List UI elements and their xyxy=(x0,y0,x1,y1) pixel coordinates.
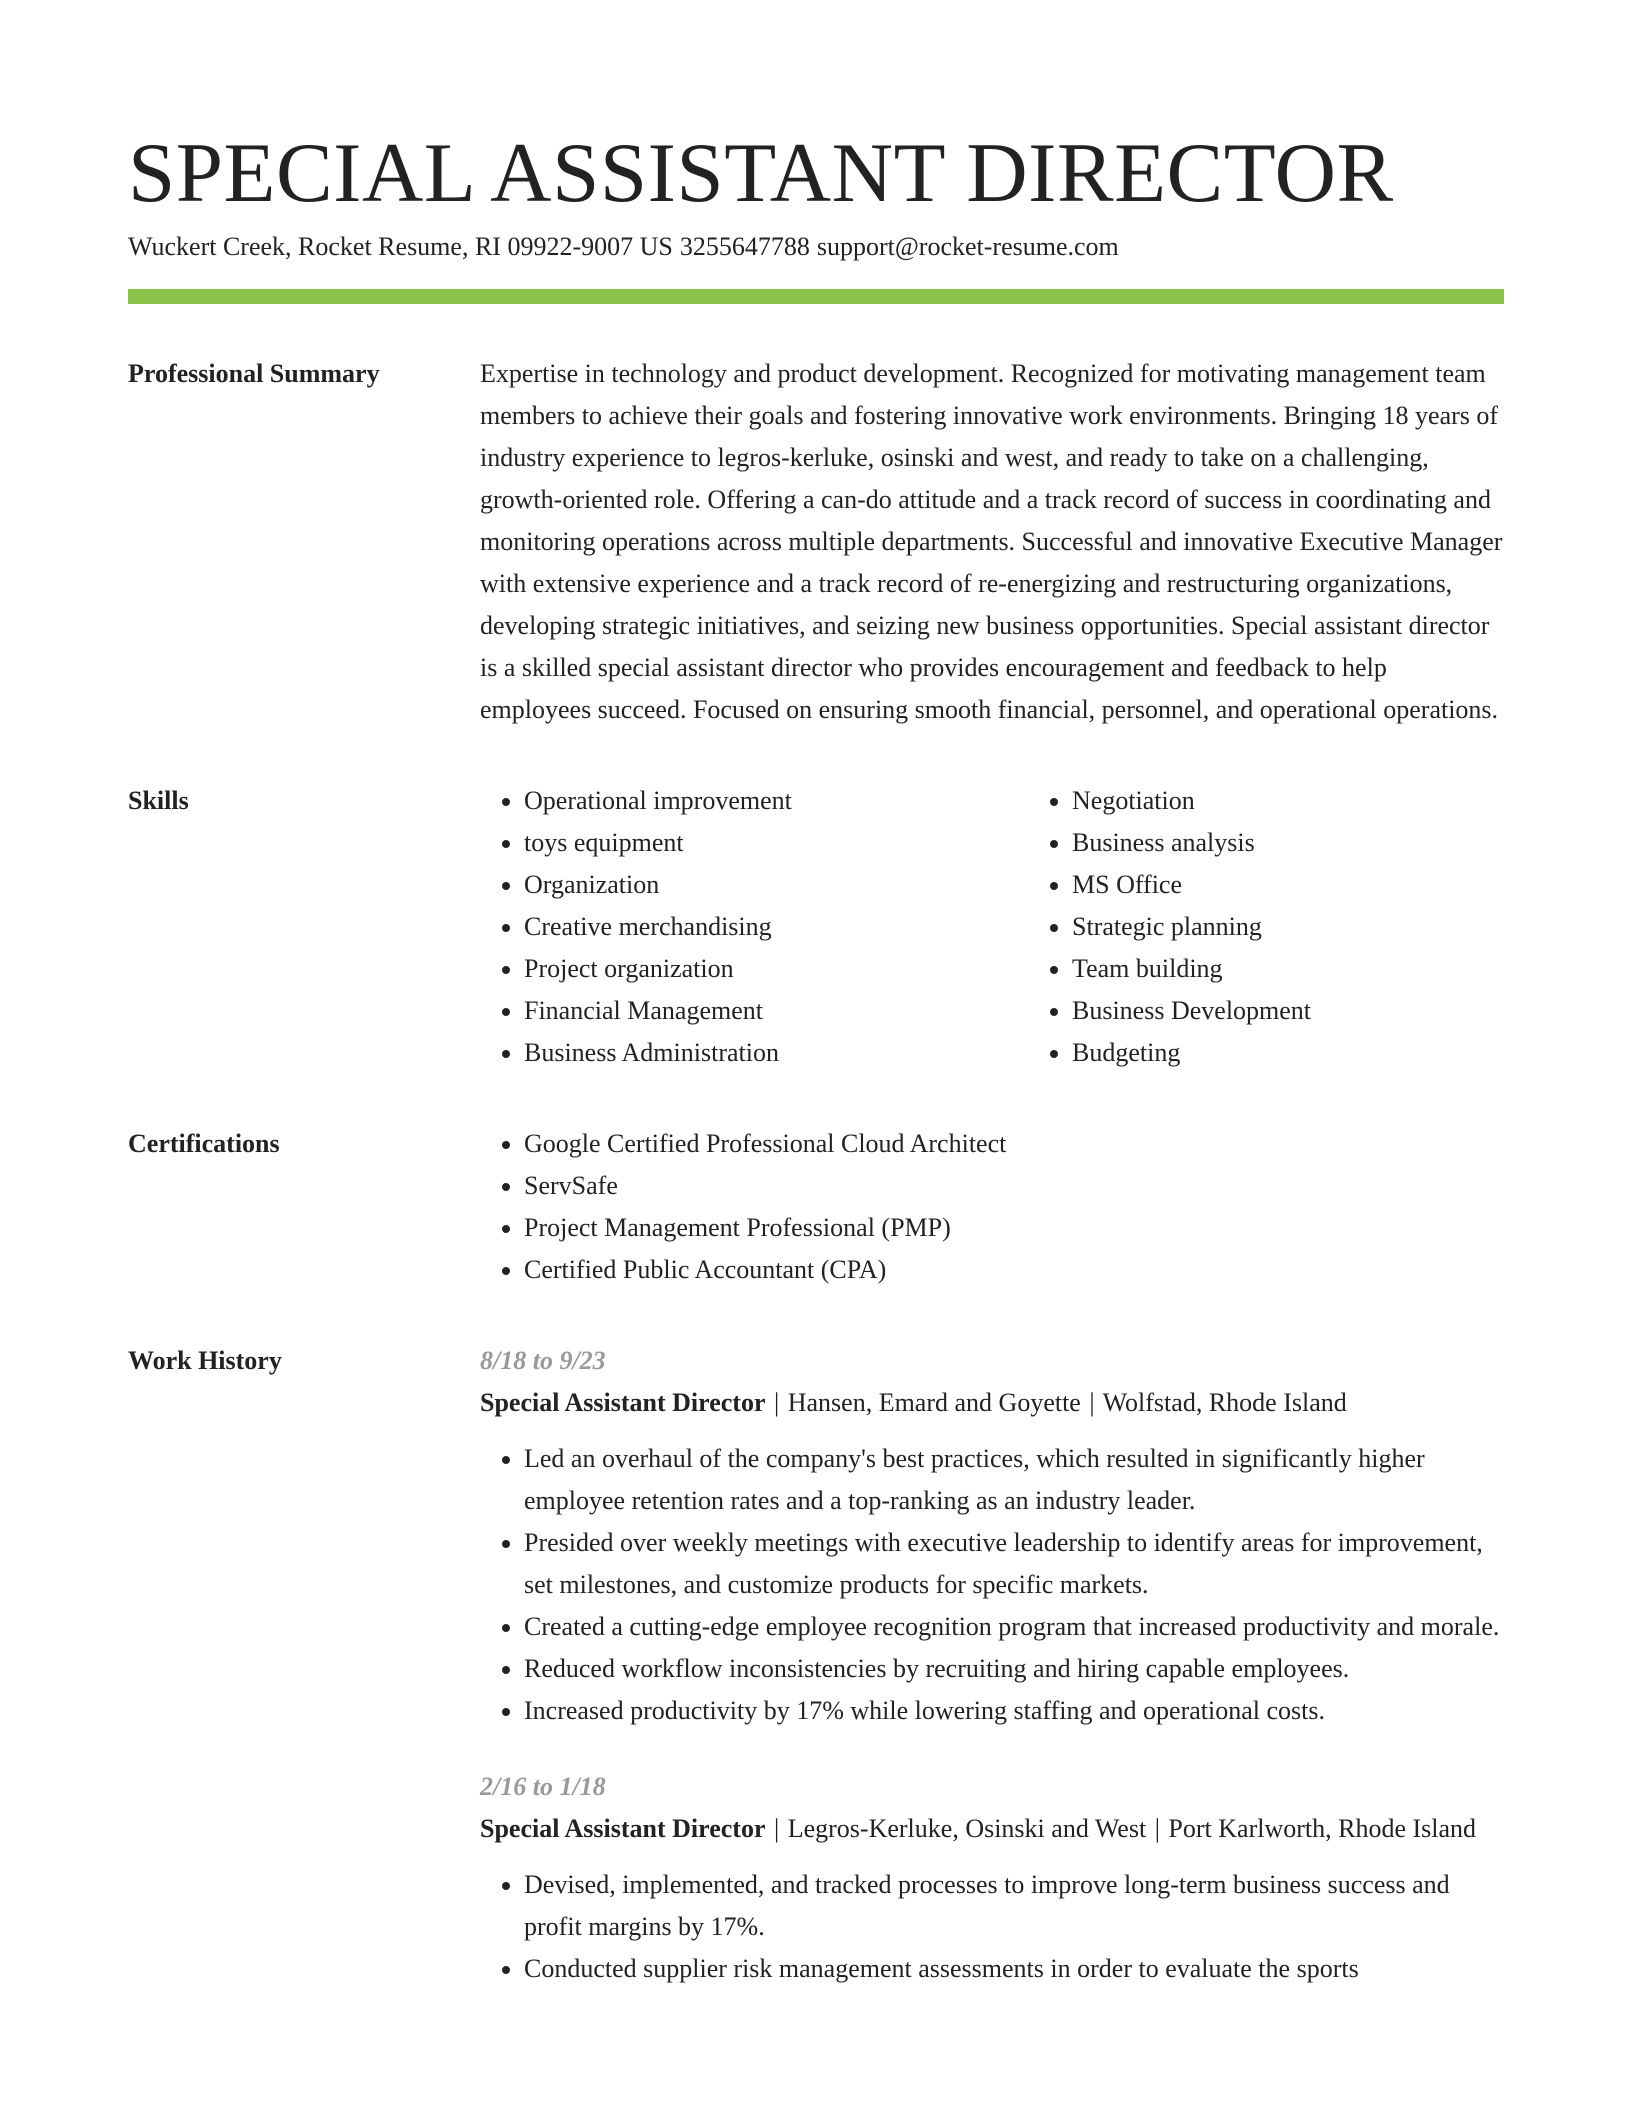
contact-line xyxy=(128,230,1504,264)
certification-item: • Project Management Professional (PMP) xyxy=(524,1207,1504,1249)
job-location: Port Karlworth, Rhode Island xyxy=(1168,1814,1477,1843)
skill-item: • Creative merchandising xyxy=(524,906,1028,948)
candidate-name: SPECIAL ASSISTANT DIRECTOR xyxy=(128,126,1394,220)
job-location: Wolfstad, Rhode Island xyxy=(1102,1388,1347,1417)
job-entry xyxy=(480,1766,1504,1990)
job-bullet: • Devised, implemented, and tracked processes to improve long-term business success and profit margins by 17%. xyxy=(524,1864,1504,1948)
skill-item: • Operational improvement xyxy=(524,780,1028,822)
job-bullet: • Conducted supplier risk management assessments in order to evaluate the sports xyxy=(524,1948,1504,1990)
job-bullet: • Reduced workflow inconsistencies by recruiting and hiring capable employees. xyxy=(524,1648,1504,1690)
job-bullet: • Presided over weekly meetings with executive leadership to identify areas for improvement, set milestones, and customize products for specific markets. xyxy=(524,1522,1504,1606)
job-bullet: • Led an overhaul of the company's best practices, which resulted in significantly higher employee retention rates and a top-ranking as an industry leader. xyxy=(524,1438,1504,1522)
job-dates: 8/18 to 9/23 xyxy=(480,1346,606,1375)
job-role: Special Assistant Director xyxy=(480,1814,766,1843)
certification-item: • Google Certified Professional Cloud Architect xyxy=(524,1123,1504,1165)
certification-item: • ServSafe xyxy=(524,1165,1504,1207)
skill-item: • Business Administration xyxy=(524,1032,1028,1074)
certification-item: • Certified Public Accountant (CPA) xyxy=(524,1249,1504,1291)
job-bullet: • Created a cutting-edge employee recognition program that increased productivity and morale. xyxy=(524,1606,1504,1648)
skill-item: • Financial Management xyxy=(524,990,1028,1032)
skill-item: • Budgeting xyxy=(1072,1032,1311,1074)
header-divider xyxy=(128,289,1504,304)
section-title-skills: Skills xyxy=(128,786,189,815)
job-bullets xyxy=(480,1864,1504,1990)
job-role: Special Assistant Director xyxy=(480,1388,766,1417)
skills-section xyxy=(128,780,1504,1074)
skill-item: • Team building xyxy=(1072,948,1311,990)
section-title-summary: Professional Summary xyxy=(128,359,380,388)
summary-text: Expertise in technology and product development. Recognized for motivating management team members to achieve their goals and fostering innovative work environments. Bringing 18 years of industry experience to legros-kerluke, osinski and west, and ready to take on a challenging, growth-oriented role. Offering a can-do attitude and a track record of success in coordinating and monitoring operations across multiple departments. Successful and innovative Executive Manager with extensive experience and a track record of re-energizing and restructuring organizations, developing strategic initiatives, and seizing new business opportunities. Special assistant director is a skilled special assistant director who provides encouragement and feedback to help employees succeed. Focused on ensuring smooth financial, personnel, and operational operations. xyxy=(480,359,1503,724)
separator: | xyxy=(1089,1388,1095,1417)
work-history-section xyxy=(128,1340,1504,2024)
job-bullets xyxy=(480,1438,1504,1732)
separator: | xyxy=(1154,1814,1160,1843)
certifications-section xyxy=(128,1123,1504,1291)
separator: | xyxy=(774,1388,780,1417)
skill-item: • Business Development xyxy=(1072,990,1311,1032)
contact-email: support@rocket-resume.com xyxy=(816,232,1119,261)
contact-address: Wuckert Creek, Rocket Resume, RI 09922-9007 US xyxy=(128,232,673,261)
job-heading xyxy=(480,1808,1504,1850)
job-heading xyxy=(480,1382,1504,1424)
skill-item: • MS Office xyxy=(1072,864,1311,906)
job-bullet: • Increased productivity by 17% while lowering staffing and operational costs. xyxy=(524,1690,1504,1732)
job-entry xyxy=(480,1340,1504,1732)
skill-item: • Negotiation xyxy=(1072,780,1311,822)
contact-phone: 3255647788 xyxy=(679,232,810,261)
skills-list-right xyxy=(1028,780,1311,1074)
section-title-work-history: Work History xyxy=(128,1346,282,1375)
job-company: Legros-Kerluke, Osinski and West xyxy=(787,1814,1147,1843)
skill-item: • Organization xyxy=(524,864,1028,906)
job-dates: 2/16 to 1/18 xyxy=(480,1772,606,1801)
skills-list-left xyxy=(480,780,1028,1074)
certifications-list xyxy=(480,1123,1504,1291)
resume-page xyxy=(128,118,1504,2024)
skill-item: • Strategic planning xyxy=(1072,906,1311,948)
separator: | xyxy=(774,1814,780,1843)
skill-item: • Project organization xyxy=(524,948,1028,990)
skill-item: • Business analysis xyxy=(1072,822,1311,864)
section-title-certifications: Certifications xyxy=(128,1129,280,1158)
skill-item: • toys equipment xyxy=(524,822,1028,864)
job-company: Hansen, Emard and Goyette xyxy=(787,1388,1081,1417)
summary-section xyxy=(128,353,1504,731)
